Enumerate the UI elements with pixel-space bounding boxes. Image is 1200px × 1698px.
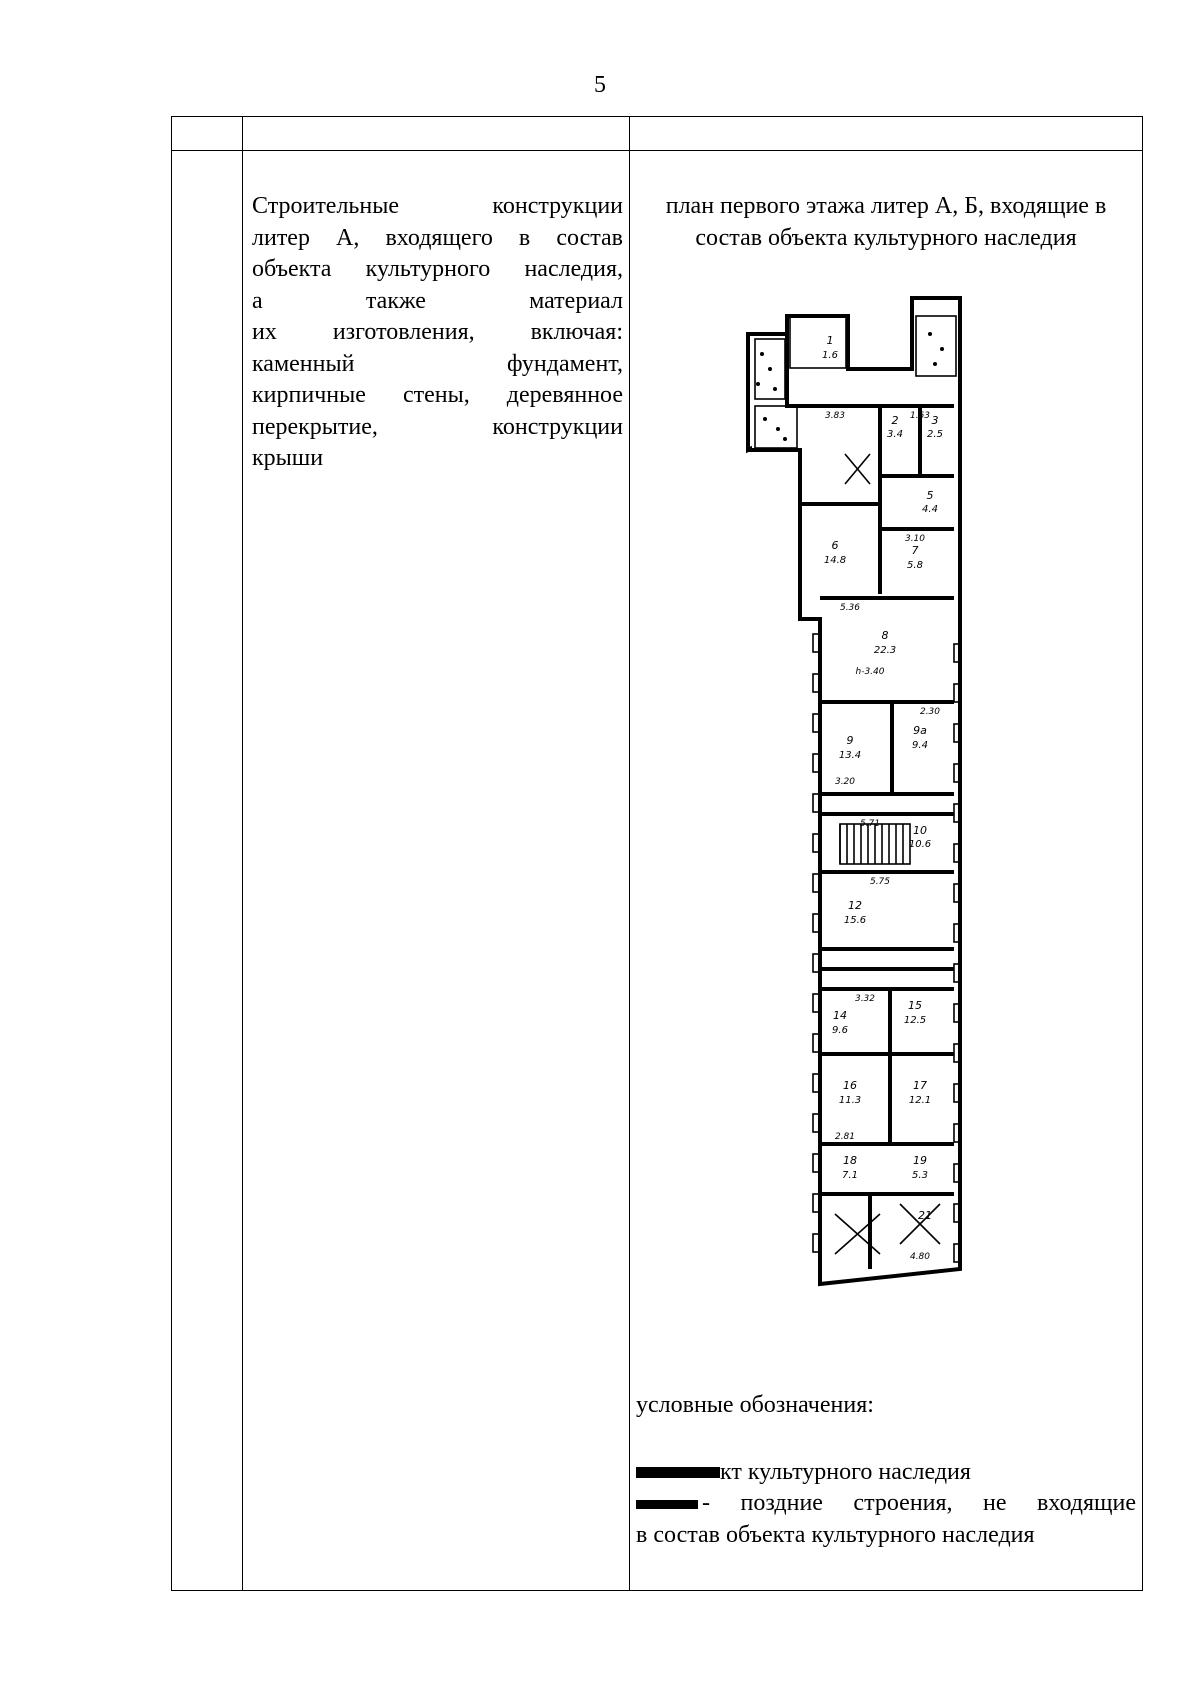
hatch-mark (928, 332, 932, 336)
room-number-label: 10 (913, 824, 927, 837)
legend-item-heritage (636, 1457, 1136, 1489)
hatch-mark (763, 417, 767, 421)
room-area-label: 7.1 (842, 1170, 858, 1181)
hatch-mark (773, 387, 777, 391)
room-number-label: 18 (843, 1154, 857, 1167)
legend-swatch-heritage (636, 1467, 720, 1478)
dimension-label: 3.10 (904, 534, 926, 544)
description-line: кирпичные стены, деревянное (252, 382, 623, 408)
room-area-label: 9.4 (912, 740, 928, 751)
page-number: 5 (594, 72, 606, 98)
dimension-label: 3.32 (854, 994, 876, 1004)
cell-number (172, 151, 243, 1591)
room-area-label: 22.3 (873, 645, 897, 656)
room-area-label: 1.6 (822, 350, 838, 361)
room-area-label: 4.4 (922, 504, 938, 515)
content-row (172, 151, 1143, 1591)
room-number-label: 17 (913, 1079, 927, 1092)
cell-description (243, 151, 630, 1591)
room-number-label: 16 (843, 1079, 857, 1092)
description-line: крыши (252, 445, 324, 471)
hatch-mark (756, 382, 760, 386)
room-area-label: 11.3 (838, 1095, 862, 1106)
floor-plan-drawing (630, 294, 1141, 1384)
room-number-label: 3 (931, 414, 939, 427)
dimension-label: 2.81 (834, 1132, 856, 1142)
room-area-label: 2.5 (927, 429, 943, 440)
dimension-label: h-3.40 (855, 667, 885, 677)
room-area-label: 5.3 (912, 1170, 928, 1181)
description-line: перекрытие, конструкции (252, 413, 623, 440)
room-number-label: 15 (908, 999, 922, 1012)
cross-mark (835, 1214, 880, 1254)
header-cell-plan (630, 117, 1143, 151)
legend-swatch-later (636, 1500, 698, 1509)
description-line: Строительные конструкции (252, 193, 623, 219)
header-row (172, 117, 1143, 151)
dimension-label: 4.80 (909, 1252, 931, 1262)
room-number-label: 21 (918, 1209, 932, 1222)
room-area-label: 12.5 (903, 1015, 927, 1026)
annex-room (755, 406, 797, 448)
room-number-label: 14 (833, 1009, 847, 1022)
description-line: их изготовления, включая: (252, 319, 623, 345)
plan-title: план первого этажа литер А, Б, входящие в состав объекта культурного наследия (665, 193, 1107, 251)
dimension-label: 2.30 (919, 707, 941, 717)
hatch-mark (783, 437, 787, 441)
header-cell-description (243, 117, 630, 151)
dimension-label: 3.20 (834, 777, 856, 787)
room-area-label: 5.8 (907, 560, 923, 571)
dimension-label: 5.71 (859, 819, 881, 829)
description-line: литер А, входящего в состав (252, 224, 623, 251)
cross-mark (845, 454, 870, 484)
hatch-mark (760, 352, 764, 356)
hatch-mark (933, 362, 937, 366)
legend-item-later-buildings (636, 1488, 1136, 1520)
room-number-label: 1 (826, 334, 834, 347)
room-number-label: 12 (848, 899, 862, 912)
header-cell-number (172, 117, 243, 151)
room-number-label: 5 (926, 489, 934, 502)
description-line: объекта культурного наследия, (252, 256, 623, 282)
room-area-label: 14.8 (823, 555, 847, 566)
annex-wall (787, 334, 800, 406)
description-text (243, 151, 629, 475)
legend-item-later-text-2: в состав объекта культурного наследия (636, 1521, 1035, 1548)
room-number-label: 6 (831, 539, 839, 552)
annex-room (916, 316, 956, 376)
floor-plan (630, 294, 1142, 1384)
room-number-label: 2 (891, 414, 899, 427)
room-area-label: 15.6 (843, 915, 867, 926)
room-area-label: 13.4 (838, 750, 862, 761)
room-number-label: 9 (846, 734, 854, 747)
room-area-label: 10.6 (908, 839, 932, 850)
room-area-label: 9.6 (832, 1025, 848, 1036)
legend-item-later-text: - поздние строения, не входящие (702, 1490, 1136, 1516)
description-line: а также материал (252, 287, 623, 314)
room-number-label: 9а (913, 724, 927, 737)
description-line: каменный фундамент, (252, 350, 623, 377)
legend-title: условные обозначения: (636, 1392, 874, 1418)
cell-plan (630, 151, 1143, 1591)
document-table (171, 116, 1143, 1591)
legend (630, 1390, 1142, 1551)
dimension-label: 5.75 (869, 877, 891, 887)
dimension-label: 1.63 (909, 411, 931, 421)
hatch-mark (768, 367, 772, 371)
dimension-label: 5.36 (839, 603, 861, 613)
room-number-label: 19 (913, 1154, 927, 1167)
dimension-label: 3.83 (824, 411, 846, 421)
hatch-mark (776, 427, 780, 431)
legend-item-heritage-text: кт культурного наследия (720, 1458, 971, 1485)
room-number-label: 8 (881, 629, 889, 642)
hatch-mark (940, 347, 944, 351)
room-area-label: 3.4 (887, 429, 903, 440)
room-number-label: 7 (911, 544, 919, 557)
room-area-label: 12.1 (908, 1095, 932, 1106)
